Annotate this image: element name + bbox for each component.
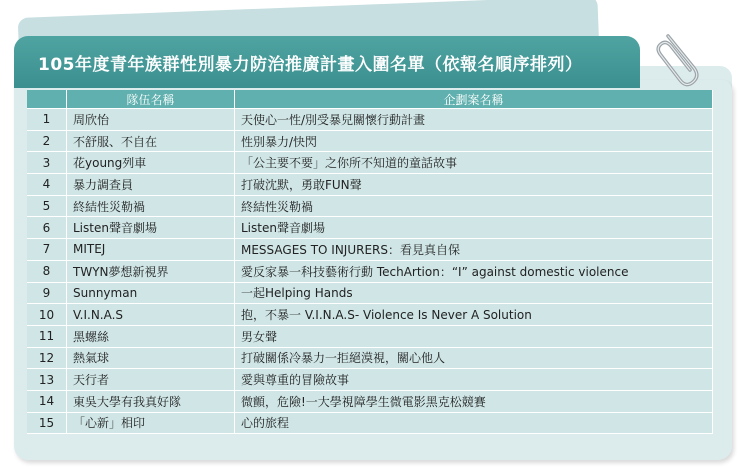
row-project: 愛與尊重的冒險故事 <box>235 369 713 391</box>
table-row <box>27 326 713 348</box>
row-number: 4 <box>27 174 67 196</box>
finalists-table-wrap <box>27 90 713 434</box>
row-team: 熱氣球 <box>67 348 235 370</box>
table-row <box>27 413 713 435</box>
table-row <box>27 369 713 391</box>
row-number: 13 <box>27 369 67 391</box>
paper-clip-icon <box>650 28 710 108</box>
row-team: Listen聲音劇場 <box>67 217 235 239</box>
table-row <box>27 152 713 174</box>
table-row <box>27 304 713 326</box>
row-project: 「公主要不要」之你所不知道的童話故事 <box>235 152 713 174</box>
row-team: 周欣怡 <box>67 109 235 131</box>
table-body <box>27 109 713 434</box>
row-team: 東吳大學有我真好隊 <box>67 391 235 413</box>
row-number: 10 <box>27 304 67 326</box>
table-row <box>27 261 713 283</box>
row-number: 8 <box>27 261 67 283</box>
table-row <box>27 283 713 305</box>
header-number <box>27 90 67 109</box>
row-number: 3 <box>27 152 67 174</box>
row-number: 9 <box>27 283 67 305</box>
row-project: 愛反家暴一科技藝術行動 TechArtion：“I” against domestic violence <box>235 261 713 283</box>
row-team: 不舒服、不自在 <box>67 131 235 153</box>
table-row <box>27 348 713 370</box>
table-row <box>27 174 713 196</box>
row-team: 黑螺絲 <box>67 326 235 348</box>
row-project: 打破關係冷暴力一拒絕漠視，關心他人 <box>235 348 713 370</box>
row-project: 心的旅程 <box>235 413 713 435</box>
row-team: V.I.N.A.S <box>67 304 235 326</box>
row-number: 12 <box>27 348 67 370</box>
row-team: 「心新」相印 <box>67 413 235 435</box>
finalists-table <box>27 90 713 434</box>
table-row <box>27 391 713 413</box>
row-project: 天使心一性/別受暴兒關懷行動計畫 <box>235 109 713 131</box>
row-number: 15 <box>27 413 67 435</box>
page-title: 105年度青年族群性別暴力防治推廣計畫入圍名單（依報名順序排列） <box>38 54 583 75</box>
header-team: 隊伍名稱 <box>67 90 235 109</box>
table-row <box>27 239 713 261</box>
row-number: 1 <box>27 109 67 131</box>
row-project: Listen聲音劇場 <box>235 217 713 239</box>
table-row <box>27 217 713 239</box>
table-row <box>27 109 713 131</box>
row-team: 花young列車 <box>67 152 235 174</box>
row-project: 微顫，危險!一大學視障學生微電影黑克松競賽 <box>235 391 713 413</box>
row-team: 天行者 <box>67 369 235 391</box>
row-number: 6 <box>27 217 67 239</box>
row-team: 暴力調查員 <box>67 174 235 196</box>
row-team: MITEJ <box>67 239 235 261</box>
row-team: 終結性災勒禍 <box>67 196 235 218</box>
row-number: 11 <box>27 326 67 348</box>
row-project: 抱，不暴一 V.I.N.A.S- Violence Is Never A Solution <box>235 304 713 326</box>
row-project: 終結性災勒禍 <box>235 196 713 218</box>
title-banner <box>14 36 640 88</box>
table-header-row <box>27 90 713 109</box>
row-project: MESSAGES TO INJURERS：看見真自保 <box>235 239 713 261</box>
header-project: 企劃案名稱 <box>235 90 713 109</box>
table-row <box>27 196 713 218</box>
table-row <box>27 131 713 153</box>
row-number: 14 <box>27 391 67 413</box>
row-project: 性別暴力/快閃 <box>235 131 713 153</box>
row-number: 2 <box>27 131 67 153</box>
row-team: Sunnyman <box>67 283 235 305</box>
row-project: 男女聲 <box>235 326 713 348</box>
row-number: 5 <box>27 196 67 218</box>
row-project: 打破沈默，勇敢FUN聲 <box>235 174 713 196</box>
row-number: 7 <box>27 239 67 261</box>
row-team: TWYN夢想新視界 <box>67 261 235 283</box>
row-project: 一起Helping Hands <box>235 283 713 305</box>
